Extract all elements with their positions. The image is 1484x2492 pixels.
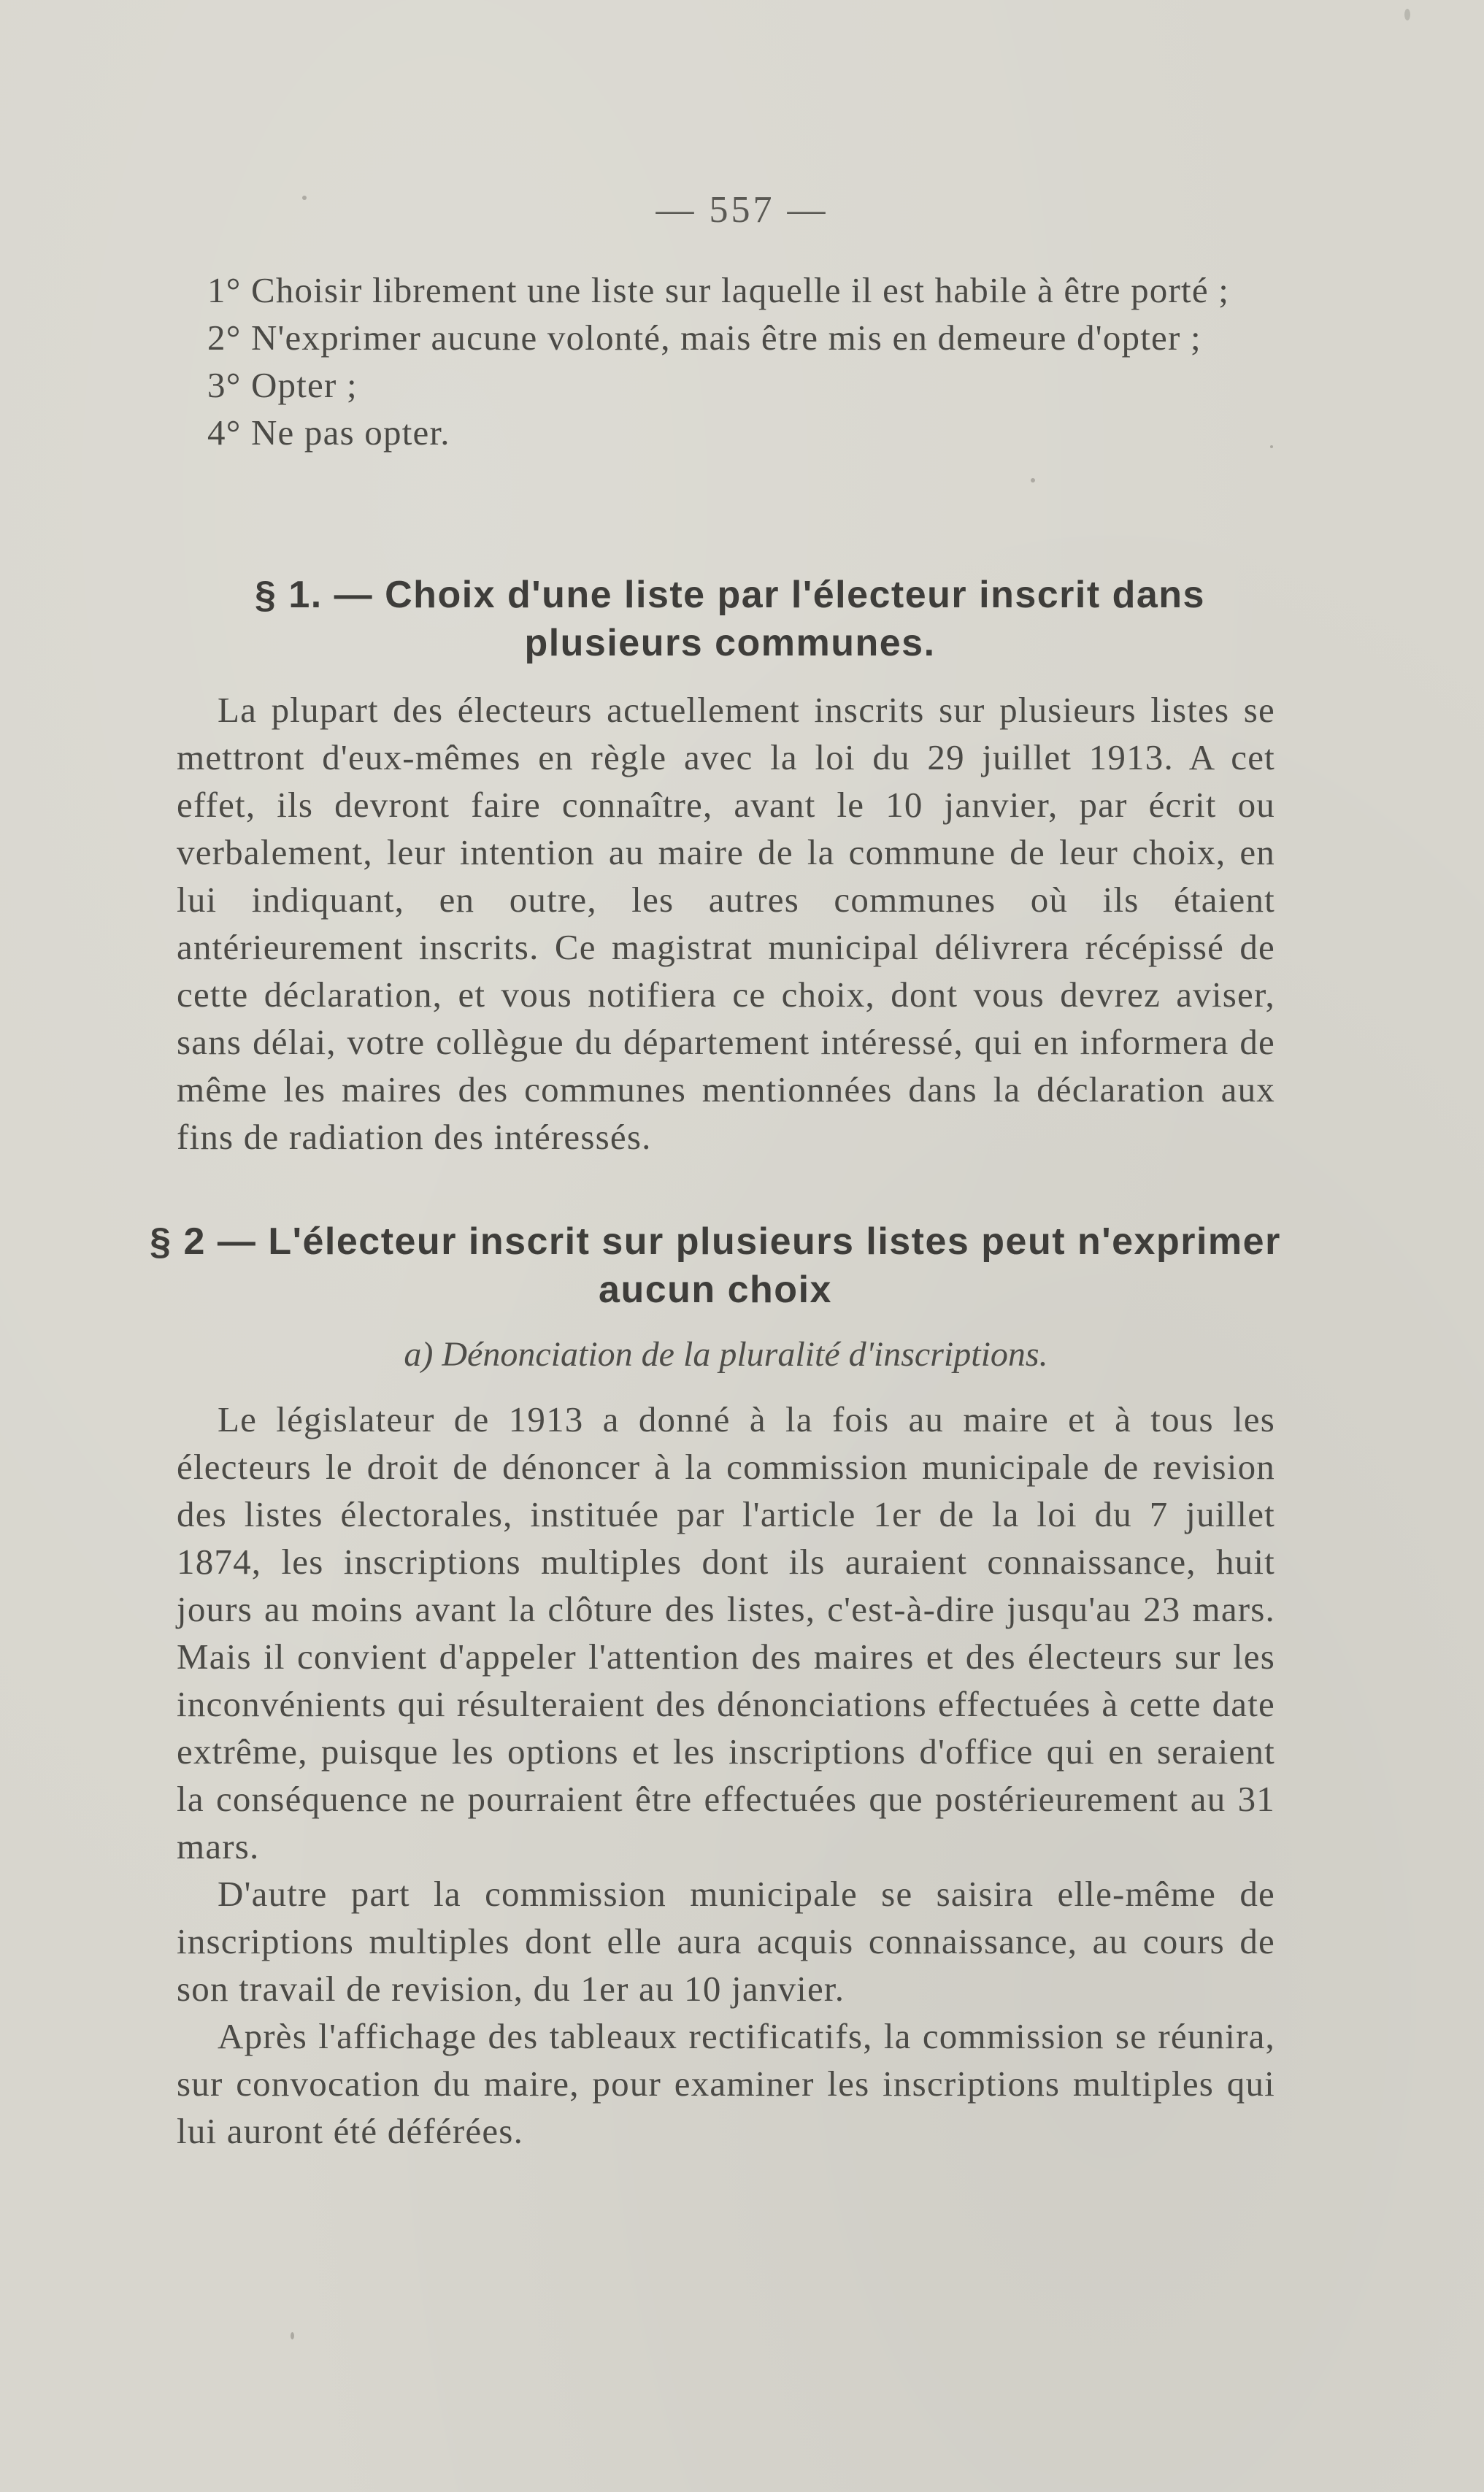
paragraph: Le législateur de 1913 a donné à la fois au maire et à tous les électeurs le droit de dénoncer à la commission municipale de revision des listes électorales, instituée par l'article 1er de la loi du 7 juillet 1874, les inscriptions multiples dont ils auraient connaissance, huit jours au moins avant la clôture des listes, c'est-à-dire jusqu'au 23 mars. Mais il convient d'appeler l'attention des maires et des électeurs sur les inconvénients qui résulteraient des dénonciations effectuées à cette date extrême, puisque les options et les inscriptions d'office qui en seraient la conséquence ne pourraient être effectuées que postérieurement au 31 mars. [177,1399,1275,1866]
section-2-subheading: a) Dénonciation de la pluralité d'inscriptions. [404,1335,1048,1374]
paragraph: Après l'affichage des tableaux rectificatifs, la commission se réunira, sur convocation du maire, pour examiner les inscriptions multiples qui lui auront été déférées. [177,2016,1275,2151]
paragraph: La plupart des électeurs actuellement inscrits sur plusieurs listes se mettront d'eux-mêmes en règle avec la loi du 29 juillet 1913. A cet effet, ils devront faire connaître, avant le 10 janvier, par écrit ou verbalement, leur intention au maire de la commune de leur choix, en lui indiquant, en outre, les autres communes où ils étaient antérieurement inscrits. Ce magistrat municipal délivrera récépissé de cette déclaration, et vous notifiera ce choix, dont vous devrez aviser, sans délai, votre collègue du département intéressé, qui en informera de même les maires des communes mentionnées dans la déclaration aux fins de radiation des intéressés. [177,690,1275,1157]
page-number: — 557 — [656,189,828,231]
paragraph: D'autre part la commission municipale se saisira elle-même de inscriptions multiples dont elle aura acquis connaissance, au cours de son travail de revision, du 1er au 10 janvier. [177,1874,1275,2009]
scan-mark [1404,9,1410,20]
list-item: 2° N'exprimer aucune volonté, mais être mis en demeure d'opter ; [207,318,1202,358]
list-item: 1° Choisir librement une liste sur laquelle il est habile à être porté ; [207,270,1230,310]
section-1-body [177,686,1275,1161]
scan-speck [1031,478,1035,482]
section-2-body [177,1396,1275,2155]
list-item: 4° Ne pas opter. [207,412,450,453]
list-item: 3° Opter ; [207,365,358,405]
section-2-heading: § 2 — L'électeur inscrit sur plusieurs listes peut n'exprimer aucun choix [150,1220,1281,1311]
section-1-heading: § 1. — Choix d'une liste par l'électeur inscrit dans plusieurs communes. [255,574,1205,664]
scan-speck [291,2332,294,2339]
options-list [177,266,1275,456]
